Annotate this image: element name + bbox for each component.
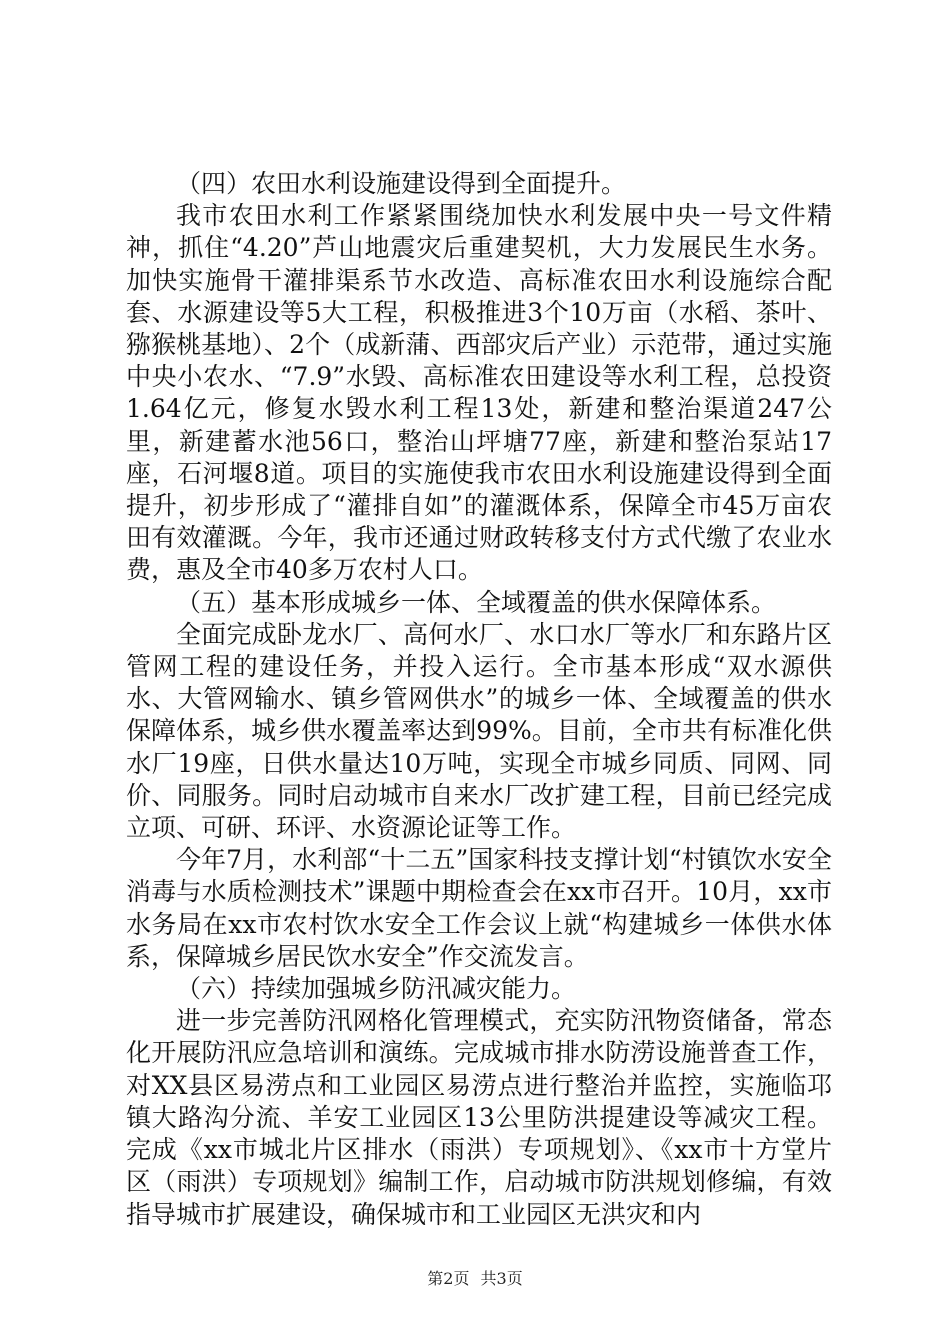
body-paragraph: 我市农田水利工作紧紧围绕加快水利发展中央一号文件精神，抓住“4.20”芦山地震灾后重建契机，大力发展民生水务。加快实施骨干灌排渠系节水改造、高标准农田水利设施综合配套、水源建设等5大工程，积极推进3个10万亩（水稻、茶叶、猕猴桃基地）、2个（成新蒲、西部灾后产业）示范带，通过实施中央小农水、“7.9”水毁、高标准农田建设等水利工程，总投资1.64亿元，修复水毁水利工程13处，新建和整治渠道247公里，新建蓄水池56口，整治山坪塘77座，新建和整治泵站17座，石河堰8道。项目的实施使我市农田水利设施建设得到全面提升，初步形成了“灌排自如”的灌溉体系，保障全市45万亩农田有效灌溉。今年，我市还通过财政转移支付方式代缴了农业水费，惠及全市40多万农村人口。 — [126, 201, 832, 585]
body-paragraph: 全面完成卧龙水厂、高何水厂、水口水厂等水厂和东路片区管网工程的建设任务，并投入运行。全市基本形成“双水源供水、大管网输水、镇乡管网供水”的城乡一体、全域覆盖的供水保障体系，城乡供水覆盖率达到99%。目前，全市共有标准化供水厂19座，日供水量达10万吨，实现全市城乡同质、同网、同价、同服务。同时启动城市自来水厂改扩建工程，目前已经完成立项、可研、环评、水资源论证等工作。 — [126, 619, 832, 843]
page-total: 共3页 — [480, 1269, 523, 1288]
body-paragraph: 进一步完善防汛网格化管理模式，充实防汛物资储备，常态化开展防汛应急培训和演练。完成城市排水防涝设施普查工作，对XX县区易涝点和工业园区易涝点进行整治并监控，实施临邛镇大路沟分流、羊安工业园区13公里防洪提建设等减灾工程。完成《xx市城北片区排水（雨洪）专项规划》、《xx市十方堂片区（雨洪）专项规划》编制工作，启动城市防洪规划修编，有效指导城市扩展建设，确保城市和工业园区无洪灾和内 — [126, 1006, 832, 1229]
section-heading-5: （五）基本形成城乡一体、全域覆盖的供水保障体系。 — [176, 587, 777, 617]
document-body — [126, 168, 832, 1231]
section-heading-6: （六）持续加强城乡防汛减灾能力。 — [176, 974, 577, 1004]
section-heading-4: （四）农田水利设施建设得到全面提升。 — [176, 169, 627, 198]
page-number: 第2页 — [427, 1269, 470, 1288]
body-paragraph: 今年7月，水利部“十二五”国家科技支撑计划“村镇饮水安全消毒与水质检测技术”课题中期检查会在xx市召开。10月，xx市水务局在xx市农村饮水安全工作会议上就“构建城乡一体供水体系，保障城乡居民饮水安全”作交流发言。 — [126, 845, 832, 971]
page-footer — [0, 1269, 950, 1289]
